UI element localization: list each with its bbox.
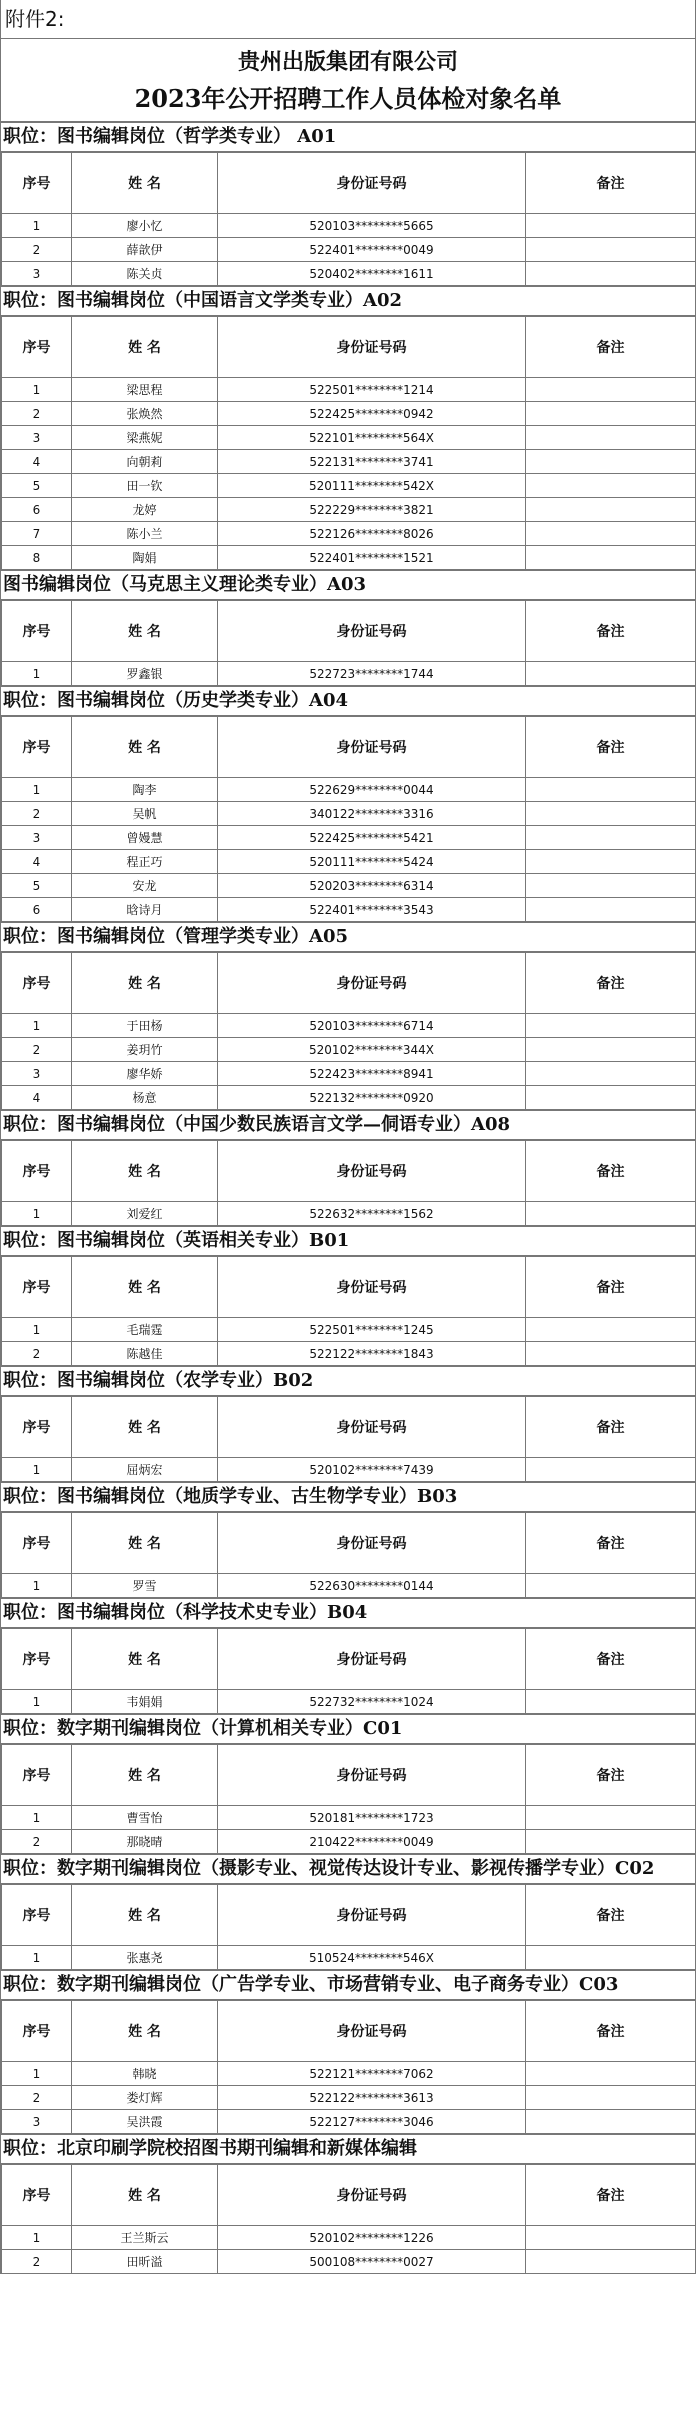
title-line-1: 贵州出版集团有限公司 xyxy=(237,49,458,75)
header-note: 备注 xyxy=(526,2001,696,2062)
table-row xyxy=(2,378,696,402)
cell-seq: 1 xyxy=(2,1574,72,1598)
cell-id: 522126********8026 xyxy=(218,522,526,546)
cell-seq: 1 xyxy=(2,1202,72,1226)
cell-note xyxy=(526,2110,696,2134)
header-name: 姓 名 xyxy=(72,717,218,778)
cell-id: 522732********1024 xyxy=(218,1690,526,1714)
header-id: 身份证号码 xyxy=(218,153,526,214)
candidate-table xyxy=(1,1396,696,1482)
table-header-row xyxy=(2,1141,696,1202)
cell-note xyxy=(526,1830,696,1854)
cell-name: 姜玥竹 xyxy=(72,1038,218,1062)
table-row xyxy=(2,546,696,570)
position-section xyxy=(1,1366,695,1482)
cell-name: 杨意 xyxy=(72,1086,218,1110)
table-row xyxy=(2,898,696,922)
cell-seq: 3 xyxy=(2,262,72,286)
table-row xyxy=(2,1342,696,1366)
header-id: 身份证号码 xyxy=(218,1257,526,1318)
header-name: 姓 名 xyxy=(72,317,218,378)
header-note: 备注 xyxy=(526,1629,696,1690)
cell-seq: 5 xyxy=(2,874,72,898)
cell-name: 娄灯辉 xyxy=(72,2086,218,2110)
candidate-table xyxy=(1,2000,696,2134)
position-section xyxy=(1,1970,695,2134)
cell-id: 522132********0920 xyxy=(218,1086,526,1110)
cell-seq: 3 xyxy=(2,1062,72,1086)
cell-id: 522122********3613 xyxy=(218,2086,526,2110)
cell-name: 罗雪 xyxy=(72,1574,218,1598)
section-heading: 职位：图书编辑岗位（农学专业）B02 xyxy=(1,1366,695,1396)
cell-seq: 1 xyxy=(2,2226,72,2250)
cell-id: 522501********1245 xyxy=(218,1318,526,1342)
table-row xyxy=(2,778,696,802)
cell-note xyxy=(526,378,696,402)
header-id: 身份证号码 xyxy=(218,1745,526,1806)
table-row xyxy=(2,1946,696,1970)
cell-note xyxy=(526,2250,696,2274)
sections-container xyxy=(1,122,695,2274)
cell-note xyxy=(526,1458,696,1482)
header-note: 备注 xyxy=(526,2165,696,2226)
position-section xyxy=(1,922,695,1110)
header-name: 姓 名 xyxy=(72,153,218,214)
cell-name: 陶李 xyxy=(72,778,218,802)
cell-note xyxy=(526,2086,696,2110)
cell-id: 522131********3741 xyxy=(218,450,526,474)
candidate-table xyxy=(1,2164,696,2274)
section-heading: 职位：数字期刊编辑岗位（摄影专业、视觉传达设计专业、影视传播学专业）C02 xyxy=(1,1854,695,1884)
cell-seq: 2 xyxy=(2,2086,72,2110)
header-seq: 序号 xyxy=(2,1141,72,1202)
cell-note xyxy=(526,1318,696,1342)
cell-note xyxy=(526,450,696,474)
header-note: 备注 xyxy=(526,317,696,378)
header-note: 备注 xyxy=(526,1745,696,1806)
table-header-row xyxy=(2,1257,696,1318)
cell-seq: 1 xyxy=(2,214,72,238)
table-row xyxy=(2,498,696,522)
table-header-row xyxy=(2,2165,696,2226)
section-heading: 职位：图书编辑岗位（中国少数民族语言文学—侗语专业）A08 xyxy=(1,1110,695,1140)
header-seq: 序号 xyxy=(2,317,72,378)
cell-name: 安龙 xyxy=(72,874,218,898)
cell-seq: 1 xyxy=(2,1946,72,1970)
header-name: 姓 名 xyxy=(72,953,218,1014)
candidate-table xyxy=(1,1256,696,1366)
cell-name: 廖小忆 xyxy=(72,214,218,238)
cell-seq: 2 xyxy=(2,2250,72,2274)
cell-id: 522632********1562 xyxy=(218,1202,526,1226)
cell-seq: 7 xyxy=(2,522,72,546)
cell-id: 520102********1226 xyxy=(218,2226,526,2250)
header-id: 身份证号码 xyxy=(218,953,526,1014)
section-heading: 职位：图书编辑岗位（地质学专业、古生物学专业）B03 xyxy=(1,1482,695,1512)
cell-name: 曾嫚慧 xyxy=(72,826,218,850)
position-section xyxy=(1,1854,695,1970)
cell-note xyxy=(526,546,696,570)
position-section xyxy=(1,286,695,570)
header-note: 备注 xyxy=(526,953,696,1014)
header-seq: 序号 xyxy=(2,1885,72,1946)
candidate-table xyxy=(1,1744,696,1854)
section-heading: 职位：图书编辑岗位（中国语言文学类专业）A02 xyxy=(1,286,695,316)
header-seq: 序号 xyxy=(2,2165,72,2226)
cell-id: 520102********344X xyxy=(218,1038,526,1062)
header-note: 备注 xyxy=(526,717,696,778)
header-name: 姓 名 xyxy=(72,2165,218,2226)
title-line-2: 2023年公开招聘工作人员体检对象名单 xyxy=(134,84,562,113)
header-name: 姓 名 xyxy=(72,1513,218,1574)
table-row xyxy=(2,1318,696,1342)
cell-name: 陶娟 xyxy=(72,546,218,570)
candidate-table xyxy=(1,152,696,286)
cell-note xyxy=(526,1690,696,1714)
table-row xyxy=(2,1458,696,1482)
cell-seq: 3 xyxy=(2,826,72,850)
table-row xyxy=(2,1062,696,1086)
attachment-label: 附件2: xyxy=(1,0,695,39)
header-seq: 序号 xyxy=(2,2001,72,2062)
cell-id: 520111********542X xyxy=(218,474,526,498)
cell-id: 522423********8941 xyxy=(218,1062,526,1086)
header-id: 身份证号码 xyxy=(218,1397,526,1458)
header-id: 身份证号码 xyxy=(218,1885,526,1946)
header-id: 身份证号码 xyxy=(218,717,526,778)
cell-seq: 1 xyxy=(2,1318,72,1342)
cell-id: 340122********3316 xyxy=(218,802,526,826)
cell-name: 向朝莉 xyxy=(72,450,218,474)
header-note: 备注 xyxy=(526,1141,696,1202)
cell-seq: 1 xyxy=(2,1014,72,1038)
cell-name: 罗鑫银 xyxy=(72,662,218,686)
cell-seq: 2 xyxy=(2,1038,72,1062)
cell-id: 522401********1521 xyxy=(218,546,526,570)
cell-note xyxy=(526,1038,696,1062)
header-seq: 序号 xyxy=(2,717,72,778)
table-row xyxy=(2,2086,696,2110)
cell-id: 522127********3046 xyxy=(218,2110,526,2134)
cell-name: 那晓晴 xyxy=(72,1830,218,1854)
cell-name: 龙婷 xyxy=(72,498,218,522)
cell-seq: 1 xyxy=(2,1806,72,1830)
table-row xyxy=(2,874,696,898)
header-seq: 序号 xyxy=(2,1745,72,1806)
cell-id: 520402********1611 xyxy=(218,262,526,286)
cell-note xyxy=(526,874,696,898)
header-seq: 序号 xyxy=(2,953,72,1014)
cell-id: 210422********0049 xyxy=(218,1830,526,1854)
candidate-table xyxy=(1,1140,696,1226)
table-row xyxy=(2,1574,696,1598)
cell-seq: 6 xyxy=(2,498,72,522)
table-row xyxy=(2,1202,696,1226)
header-note: 备注 xyxy=(526,1513,696,1574)
header-id: 身份证号码 xyxy=(218,317,526,378)
cell-name: 张惠尧 xyxy=(72,1946,218,1970)
cell-note xyxy=(526,426,696,450)
cell-id: 522229********3821 xyxy=(218,498,526,522)
cell-name: 王兰斯云 xyxy=(72,2226,218,2250)
table-row xyxy=(2,1830,696,1854)
cell-name: 廖华娇 xyxy=(72,1062,218,1086)
header-id: 身份证号码 xyxy=(218,1141,526,1202)
cell-note xyxy=(526,850,696,874)
document-title xyxy=(1,39,695,122)
header-name: 姓 名 xyxy=(72,1397,218,1458)
section-heading: 职位：图书编辑岗位（英语相关专业）B01 xyxy=(1,1226,695,1256)
position-section xyxy=(1,1110,695,1226)
header-id: 身份证号码 xyxy=(218,2165,526,2226)
cell-seq: 5 xyxy=(2,474,72,498)
header-name: 姓 名 xyxy=(72,1629,218,1690)
header-name: 姓 名 xyxy=(72,1141,218,1202)
table-header-row xyxy=(2,2001,696,2062)
cell-name: 陈小兰 xyxy=(72,522,218,546)
cell-note xyxy=(526,1202,696,1226)
cell-seq: 1 xyxy=(2,378,72,402)
table-row xyxy=(2,474,696,498)
cell-seq: 8 xyxy=(2,546,72,570)
section-heading: 职位：图书编辑岗位（管理学类专业）A05 xyxy=(1,922,695,952)
table-row xyxy=(2,662,696,686)
cell-name: 薛歆伊 xyxy=(72,238,218,262)
cell-note xyxy=(526,802,696,826)
cell-id: 520111********5424 xyxy=(218,850,526,874)
cell-seq: 4 xyxy=(2,450,72,474)
cell-name: 毛瑞霆 xyxy=(72,1318,218,1342)
cell-id: 522122********1843 xyxy=(218,1342,526,1366)
position-section xyxy=(1,1482,695,1598)
cell-name: 梁思程 xyxy=(72,378,218,402)
header-id: 身份证号码 xyxy=(218,601,526,662)
cell-name: 刘爱红 xyxy=(72,1202,218,1226)
cell-note xyxy=(526,2062,696,2086)
cell-note xyxy=(526,402,696,426)
cell-id: 522401********0049 xyxy=(218,238,526,262)
position-section xyxy=(1,122,695,286)
candidate-table xyxy=(1,1628,696,1714)
cell-name: 田昕溢 xyxy=(72,2250,218,2274)
table-row xyxy=(2,402,696,426)
cell-seq: 6 xyxy=(2,898,72,922)
cell-id: 522425********0942 xyxy=(218,402,526,426)
header-note: 备注 xyxy=(526,1397,696,1458)
cell-id: 522501********1214 xyxy=(218,378,526,402)
table-header-row xyxy=(2,953,696,1014)
table-header-row xyxy=(2,1745,696,1806)
section-heading: 职位：数字期刊编辑岗位（计算机相关专业）C01 xyxy=(1,1714,695,1744)
cell-note xyxy=(526,474,696,498)
cell-id: 520181********1723 xyxy=(218,1806,526,1830)
cell-seq: 3 xyxy=(2,2110,72,2134)
cell-name: 田一钦 xyxy=(72,474,218,498)
header-note: 备注 xyxy=(526,1257,696,1318)
header-id: 身份证号码 xyxy=(218,2001,526,2062)
candidate-table xyxy=(1,1884,696,1970)
cell-id: 522401********3543 xyxy=(218,898,526,922)
table-row xyxy=(2,522,696,546)
candidate-table xyxy=(1,952,696,1110)
header-id: 身份证号码 xyxy=(218,1629,526,1690)
cell-name: 张焕然 xyxy=(72,402,218,426)
cell-id: 522425********5421 xyxy=(218,826,526,850)
cell-note xyxy=(526,1014,696,1038)
table-header-row xyxy=(2,153,696,214)
header-note: 备注 xyxy=(526,601,696,662)
header-name: 姓 名 xyxy=(72,1885,218,1946)
table-row xyxy=(2,2226,696,2250)
cell-note xyxy=(526,826,696,850)
cell-name: 吴洪霞 xyxy=(72,2110,218,2134)
table-row xyxy=(2,1086,696,1110)
cell-seq: 3 xyxy=(2,426,72,450)
section-heading: 图书编辑岗位（马克思主义理论类专业）A03 xyxy=(1,570,695,600)
table-row xyxy=(2,1014,696,1038)
cell-note xyxy=(526,778,696,802)
cell-seq: 1 xyxy=(2,1690,72,1714)
cell-note xyxy=(526,262,696,286)
table-row xyxy=(2,850,696,874)
cell-id: 522121********7062 xyxy=(218,2062,526,2086)
table-row xyxy=(2,826,696,850)
cell-seq: 1 xyxy=(2,2062,72,2086)
position-section xyxy=(1,2134,695,2274)
position-section xyxy=(1,686,695,922)
cell-name: 晗诗月 xyxy=(72,898,218,922)
cell-note xyxy=(526,1574,696,1598)
cell-note xyxy=(526,898,696,922)
cell-note xyxy=(526,498,696,522)
header-seq: 序号 xyxy=(2,1629,72,1690)
cell-name: 韦娟娟 xyxy=(72,1690,218,1714)
header-name: 姓 名 xyxy=(72,1745,218,1806)
header-name: 姓 名 xyxy=(72,2001,218,2062)
cell-note xyxy=(526,662,696,686)
table-row xyxy=(2,2110,696,2134)
cell-name: 韩晓 xyxy=(72,2062,218,2086)
cell-id: 500108********0027 xyxy=(218,2250,526,2274)
cell-seq: 1 xyxy=(2,662,72,686)
cell-seq: 4 xyxy=(2,850,72,874)
position-section xyxy=(1,1226,695,1366)
cell-note xyxy=(526,238,696,262)
position-section xyxy=(1,1714,695,1854)
section-heading: 职位：数字期刊编辑岗位（广告学专业、市场营销专业、电子商务专业）C03 xyxy=(1,1970,695,2000)
cell-seq: 1 xyxy=(2,1458,72,1482)
header-seq: 序号 xyxy=(2,601,72,662)
table-row xyxy=(2,2062,696,2086)
cell-id: 522101********564X xyxy=(218,426,526,450)
table-header-row xyxy=(2,717,696,778)
header-seq: 序号 xyxy=(2,1397,72,1458)
table-row xyxy=(2,1690,696,1714)
table-row xyxy=(2,238,696,262)
header-seq: 序号 xyxy=(2,153,72,214)
table-row xyxy=(2,1038,696,1062)
header-name: 姓 名 xyxy=(72,1257,218,1318)
candidate-table xyxy=(1,600,696,686)
cell-name: 于田杨 xyxy=(72,1014,218,1038)
header-seq: 序号 xyxy=(2,1513,72,1574)
cell-note xyxy=(526,1806,696,1830)
cell-seq: 2 xyxy=(2,1342,72,1366)
cell-id: 520203********6314 xyxy=(218,874,526,898)
cell-seq: 2 xyxy=(2,1830,72,1854)
cell-id: 522630********0144 xyxy=(218,1574,526,1598)
table-row xyxy=(2,2250,696,2274)
cell-seq: 2 xyxy=(2,402,72,426)
cell-name: 屈炳宏 xyxy=(72,1458,218,1482)
table-header-row xyxy=(2,1397,696,1458)
cell-note xyxy=(526,1946,696,1970)
cell-seq: 2 xyxy=(2,802,72,826)
table-header-row xyxy=(2,1513,696,1574)
header-note: 备注 xyxy=(526,153,696,214)
cell-name: 曹雪怡 xyxy=(72,1806,218,1830)
table-header-row xyxy=(2,1885,696,1946)
cell-seq: 2 xyxy=(2,238,72,262)
table-row xyxy=(2,1806,696,1830)
cell-note xyxy=(526,1062,696,1086)
table-header-row xyxy=(2,601,696,662)
cell-note xyxy=(526,1342,696,1366)
cell-name: 吴帆 xyxy=(72,802,218,826)
cell-id: 520102********7439 xyxy=(218,1458,526,1482)
cell-name: 梁燕妮 xyxy=(72,426,218,450)
section-heading: 职位：图书编辑岗位（哲学类专业） A01 xyxy=(1,122,695,152)
cell-note xyxy=(526,214,696,238)
candidate-table xyxy=(1,316,696,570)
header-name: 姓 名 xyxy=(72,601,218,662)
cell-id: 520103********6714 xyxy=(218,1014,526,1038)
position-section xyxy=(1,1598,695,1714)
candidate-table xyxy=(1,1512,696,1598)
table-row xyxy=(2,450,696,474)
cell-note xyxy=(526,522,696,546)
header-id: 身份证号码 xyxy=(218,1513,526,1574)
cell-id: 510524********546X xyxy=(218,1946,526,1970)
table-header-row xyxy=(2,1629,696,1690)
table-row xyxy=(2,802,696,826)
cell-id: 520103********5665 xyxy=(218,214,526,238)
cell-seq: 4 xyxy=(2,1086,72,1110)
table-header-row xyxy=(2,317,696,378)
table-row xyxy=(2,262,696,286)
cell-name: 陈关贞 xyxy=(72,262,218,286)
table-row xyxy=(2,426,696,450)
cell-note xyxy=(526,2226,696,2250)
cell-name: 陈越佳 xyxy=(72,1342,218,1366)
cell-seq: 1 xyxy=(2,778,72,802)
header-seq: 序号 xyxy=(2,1257,72,1318)
position-section xyxy=(1,570,695,686)
cell-id: 522629********0044 xyxy=(218,778,526,802)
candidate-table xyxy=(1,716,696,922)
header-note: 备注 xyxy=(526,1885,696,1946)
table-row xyxy=(2,214,696,238)
section-heading: 职位：图书编辑岗位（科学技术史专业）B04 xyxy=(1,1598,695,1628)
cell-name: 程正巧 xyxy=(72,850,218,874)
cell-note xyxy=(526,1086,696,1110)
section-heading: 职位：北京印刷学院校招图书期刊编辑和新媒体编辑 xyxy=(1,2134,695,2164)
cell-id: 522723********1744 xyxy=(218,662,526,686)
section-heading: 职位：图书编辑岗位（历史学类专业）A04 xyxy=(1,686,695,716)
